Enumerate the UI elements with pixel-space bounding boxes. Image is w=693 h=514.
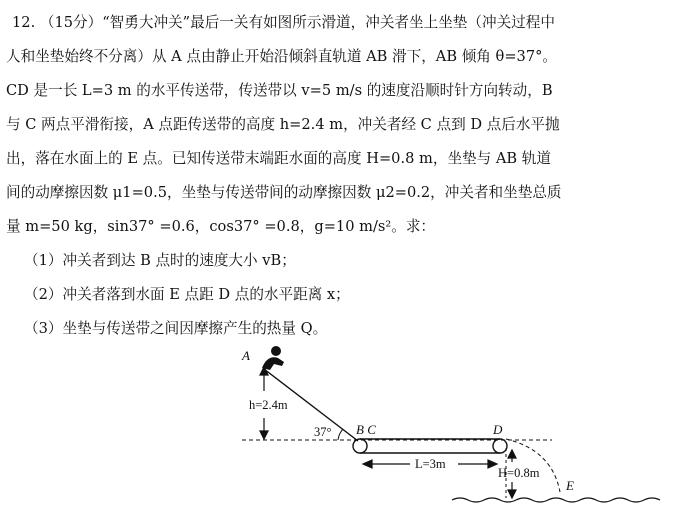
conveyor-belt (353, 439, 507, 453)
label-h-big: H=0.8m (498, 466, 540, 480)
label-angle: 37° (314, 425, 332, 439)
question-1: （1）冲关者到达 B 点时的速度大小 vB； (24, 252, 296, 269)
problem-line-7: 量 m=50 kg，sin37° =0.6，cos37° =0.8，g=10 m/s²。求： (6, 218, 436, 235)
problem-line-4: 与 C 两点平滑衔接，A 点距传送带的高度 h=2.4 m，冲关者经 C 点到 D 点后水平抛 (6, 116, 560, 133)
label-a: A (242, 348, 250, 363)
label-h: h=2.4m (249, 398, 288, 412)
question-3: （3）坐垫与传送带之间因摩擦产生的热量 Q。 (24, 320, 328, 337)
question-2: （2）冲关者落到水面 E 点距 D 点的水平距离 x； (24, 286, 350, 303)
problem-line-1: 12. （15分）“智勇大冲关”最后一关有如图所示滑道，冲关者坐上坐垫（冲关过程中 (12, 14, 555, 31)
label-l: L=3m (415, 457, 446, 471)
problem-line-6: 间的动摩擦因数 μ1=0.5，坐垫与传送带间的动摩擦因数 μ2=0.2，冲关者和坐垫总质 (6, 184, 562, 201)
problem-line-5: 出，落在水面上的 E 点。已知传送带末端距水面的高度 H=0.8 m，坐垫与 AB 轨道 (6, 150, 551, 167)
label-e: E (566, 478, 574, 493)
problem-line-2: 人和坐垫始终不分离）从 A 点由静止开始沿倾斜直轨道 AB 滑下，AB 倾角 θ=37°。 (6, 48, 558, 65)
angle-arc (338, 429, 343, 440)
water-surface (452, 498, 660, 502)
problem-number: 12. (12, 14, 36, 31)
label-bc: B C (356, 422, 376, 437)
rider-icon (262, 346, 284, 370)
label-d: D (493, 422, 503, 437)
problem-line-3: CD 是一长 L=3 m 的水平传送带，传送带以 v=5 m/s 的速度沿顺时针方向转动，B (6, 82, 553, 99)
